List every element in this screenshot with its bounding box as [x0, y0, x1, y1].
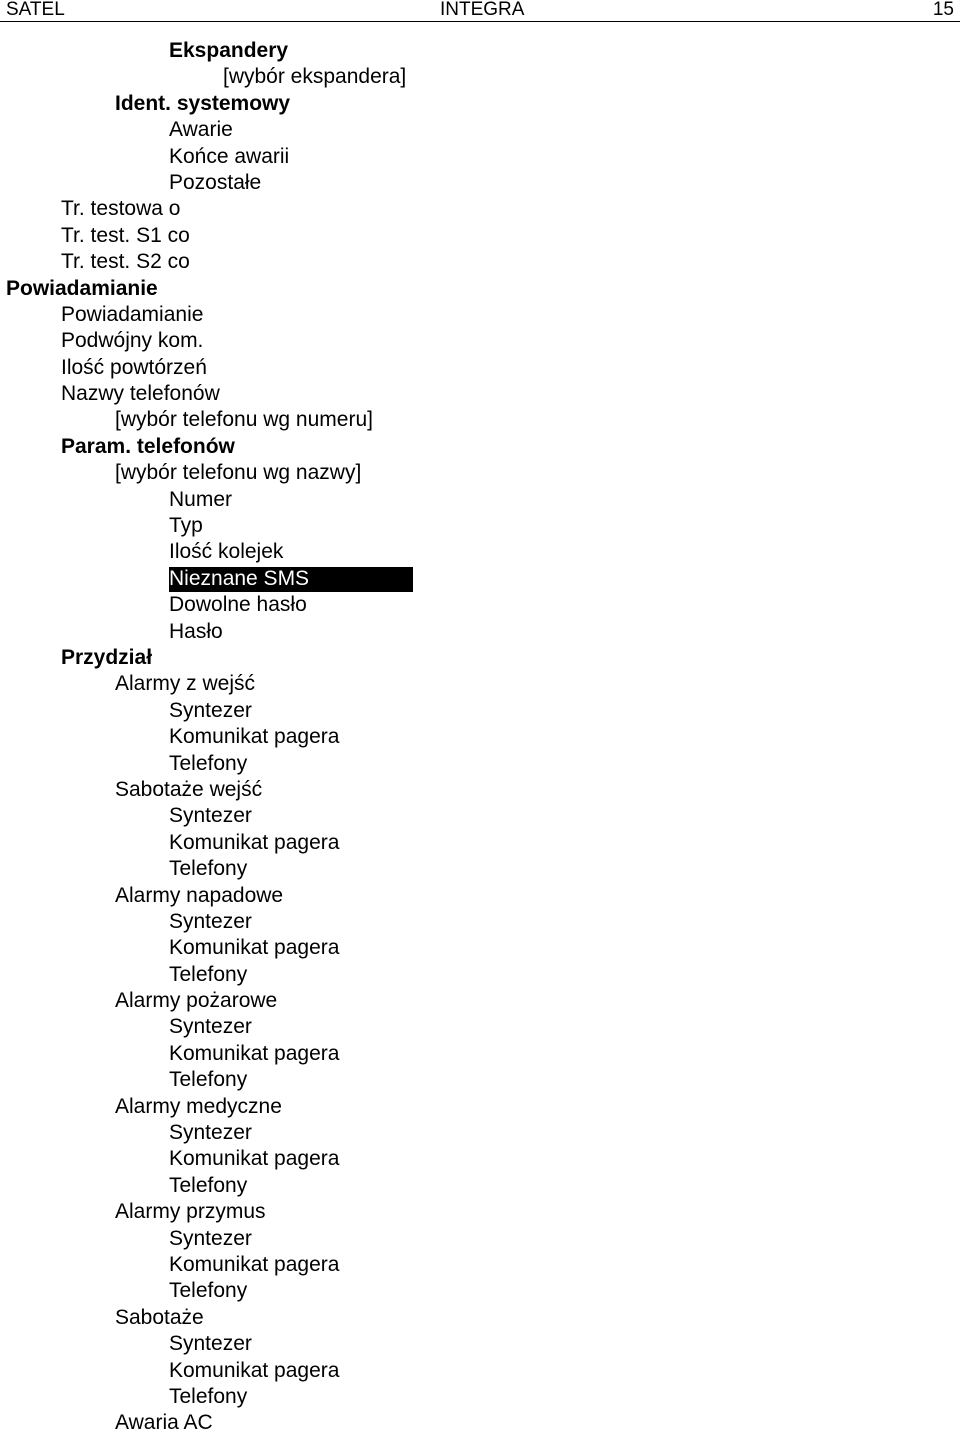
- menu-item-label: Telefony: [169, 1279, 248, 1303]
- menu-item-label: Telefony: [169, 1068, 248, 1092]
- menu-item-label: Ident. systemowy: [115, 91, 291, 115]
- menu-item-label: Syntezer: [169, 909, 252, 933]
- menu-item[interactable]: [0, 276, 413, 302]
- menu-item[interactable]: [0, 1331, 413, 1357]
- menu-item[interactable]: [0, 1252, 413, 1278]
- menu-item-label: [wybór ekspandera]: [223, 65, 407, 89]
- menu-item[interactable]: [0, 1014, 413, 1040]
- menu-item[interactable]: [0, 249, 413, 275]
- menu-item[interactable]: [0, 592, 413, 618]
- menu-item[interactable]: [0, 698, 413, 724]
- menu-item-label: Komunikat pagera: [169, 936, 340, 960]
- menu-item-label: Awaria AC: [115, 1411, 213, 1435]
- menu-item[interactable]: [0, 487, 413, 513]
- menu-item[interactable]: [0, 1173, 413, 1199]
- menu-item[interactable]: [0, 381, 413, 407]
- menu-item[interactable]: [0, 1410, 413, 1436]
- menu-item-label: Typ: [169, 514, 203, 538]
- menu-tree: [0, 38, 413, 1437]
- menu-item[interactable]: [0, 513, 413, 539]
- menu-item-label: Podwójny kom.: [61, 329, 204, 353]
- menu-item[interactable]: [0, 1384, 413, 1410]
- menu-item[interactable]: [0, 117, 413, 143]
- menu-item-label: Alarmy z wejść: [115, 672, 256, 696]
- menu-item-selected[interactable]: [0, 566, 413, 592]
- menu-item[interactable]: [0, 909, 413, 935]
- menu-item[interactable]: [0, 830, 413, 856]
- menu-item[interactable]: [0, 1199, 413, 1225]
- menu-item-label: Nazwy telefonów: [61, 382, 220, 406]
- menu-item[interactable]: [0, 1358, 413, 1384]
- menu-item[interactable]: [0, 460, 413, 486]
- menu-item[interactable]: [0, 1067, 413, 1093]
- menu-item-label: Końce awarii: [169, 144, 290, 168]
- menu-item-label: Telefony: [169, 857, 248, 881]
- menu-item-label: Nieznane SMS: [169, 567, 413, 592]
- menu-item-label: Ekspandery: [169, 39, 289, 62]
- menu-item-label: Sabotaże: [115, 1305, 204, 1329]
- menu-item[interactable]: [0, 302, 413, 328]
- menu-item-label: Tr. test. S1 co: [61, 223, 190, 247]
- menu-item-label: Syntezer: [169, 1121, 252, 1145]
- menu-item-label: Sabotaże wejść: [115, 777, 263, 801]
- menu-item[interactable]: [0, 328, 413, 354]
- menu-item-label: Alarmy przymus: [115, 1200, 266, 1224]
- menu-item-label: Param. telefonów: [61, 434, 235, 458]
- menu-item-label: Alarmy napadowe: [115, 883, 284, 907]
- menu-item[interactable]: [0, 856, 413, 882]
- menu-item-label: Syntezer: [169, 698, 252, 722]
- menu-item[interactable]: [0, 1305, 413, 1331]
- menu-item[interactable]: [0, 144, 413, 170]
- menu-item-label: Komunikat pagera: [169, 1252, 340, 1276]
- menu-item[interactable]: [0, 1226, 413, 1252]
- menu-item[interactable]: [0, 645, 413, 671]
- menu-item-label: Ilość kolejek: [169, 540, 284, 564]
- menu-item-label: Numer: [169, 487, 233, 511]
- menu-item-label: Telefony: [169, 1384, 248, 1408]
- menu-item-label: Syntezer: [169, 1226, 252, 1250]
- menu-item[interactable]: [0, 935, 413, 961]
- menu-item-label: [wybór telefonu wg nazwy]: [115, 461, 362, 485]
- menu-item[interactable]: [0, 223, 413, 249]
- menu-item[interactable]: [0, 539, 413, 565]
- menu-item[interactable]: [0, 64, 413, 90]
- menu-item-label: Telefony: [169, 962, 248, 986]
- menu-item[interactable]: [0, 1120, 413, 1146]
- menu-item-label: Pozostałe: [169, 170, 262, 194]
- menu-item-label: Syntezer: [169, 1332, 252, 1356]
- menu-item[interactable]: [0, 1094, 413, 1120]
- menu-item-label: Tr. test. S2 co: [61, 250, 190, 274]
- menu-item-label: Powiadamianie: [61, 302, 204, 326]
- menu-item[interactable]: [0, 355, 413, 381]
- menu-item[interactable]: [0, 407, 413, 433]
- brand-name: SATEL: [6, 0, 65, 20]
- menu-item-label: Tr. testowa o: [61, 197, 181, 221]
- menu-item-label: Syntezer: [169, 804, 252, 828]
- menu-item[interactable]: [0, 1146, 413, 1172]
- menu-item[interactable]: [0, 962, 413, 988]
- menu-item-label: Hasło: [169, 619, 223, 643]
- page-header: [0, 0, 960, 22]
- menu-item-label: Alarmy pożarowe: [115, 989, 278, 1013]
- page-number: 15: [932, 0, 954, 20]
- menu-item-label: Telefony: [169, 1173, 248, 1197]
- menu-item-label: Komunikat pagera: [169, 1358, 340, 1382]
- menu-item[interactable]: [0, 434, 413, 460]
- menu-item-label: Alarmy medyczne: [115, 1094, 282, 1118]
- menu-item-label: [wybór telefonu wg numeru]: [115, 408, 373, 432]
- menu-item-label: Dowolne hasło: [169, 593, 307, 617]
- menu-item[interactable]: [0, 671, 413, 697]
- menu-item-label: Komunikat pagera: [169, 830, 340, 854]
- menu-item-label: Komunikat pagera: [169, 725, 340, 749]
- menu-item[interactable]: [0, 1278, 413, 1304]
- menu-item[interactable]: [0, 988, 413, 1014]
- menu-item[interactable]: [0, 196, 413, 222]
- menu-item[interactable]: [0, 38, 413, 64]
- menu-item-label: Komunikat pagera: [169, 1041, 340, 1065]
- menu-item[interactable]: [0, 777, 413, 803]
- menu-item[interactable]: [0, 751, 413, 777]
- menu-item-label: Syntezer: [169, 1015, 252, 1039]
- menu-item-label: Telefony: [169, 751, 248, 775]
- menu-item[interactable]: [0, 170, 413, 196]
- menu-item-label: Awarie: [169, 118, 233, 142]
- menu-item-label: Powiadamianie: [6, 276, 158, 300]
- menu-item[interactable]: [0, 619, 413, 645]
- menu-item[interactable]: [0, 1041, 413, 1067]
- menu-item[interactable]: [0, 91, 413, 117]
- menu-item-label: Ilość powtórzeń: [61, 355, 207, 379]
- menu-item-label: Komunikat pagera: [169, 1147, 340, 1171]
- menu-item[interactable]: [0, 803, 413, 829]
- menu-item[interactable]: [0, 724, 413, 750]
- menu-item[interactable]: [0, 883, 413, 909]
- product-name: INTEGRA: [440, 0, 525, 20]
- menu-item-label: Przydział: [61, 645, 153, 669]
